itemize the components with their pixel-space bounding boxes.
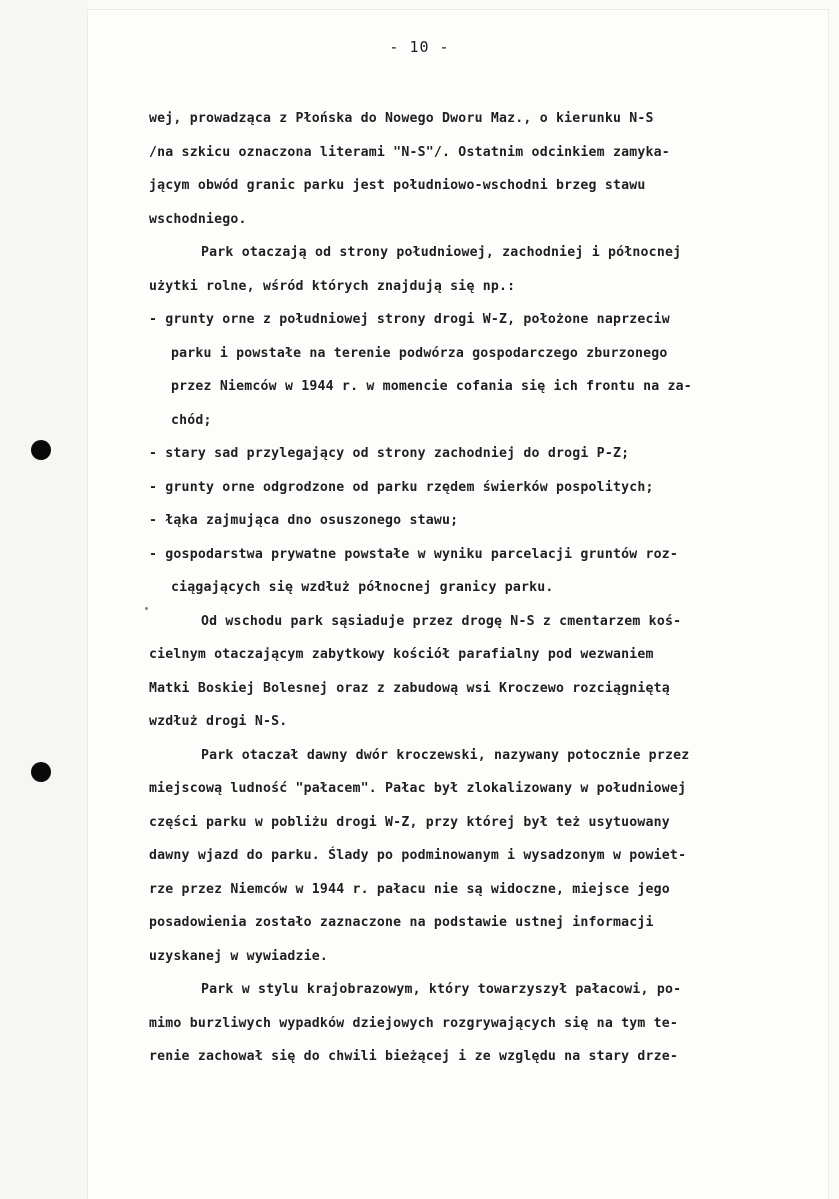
text-line: dawny wjazd do parku. Ślady po podminowanym i wysadzonym w powiet-: [149, 848, 687, 863]
paragraph-start-line: Park w stylu krajobrazowym, który towarzyszył pałacowi, po-: [201, 982, 682, 997]
paragraph-start-line: Park otaczał dawny dwór kroczewski, nazywany potocznie przez: [201, 747, 690, 763]
text-line: wschodniego.: [149, 211, 247, 227]
text-line: jącym obwód granic parku jest południowo-wschodni brzeg stawu: [149, 178, 646, 193]
text-line: renie zachował się do chwili bieżącej i ze względu na stary drze-: [149, 1049, 679, 1064]
text-line: części parku w pobliżu drogi W-Z, przy której był też usytuowany: [149, 814, 670, 830]
text-line: /na szkicu oznaczona literami "N-S"/. Ostatnim odcinkiem zamyka-: [149, 144, 670, 160]
list-item: - grunty orne z południowej strony drogi W-Z, położone naprzeciw: [149, 312, 670, 327]
punch-hole-top: [31, 440, 51, 460]
left-margin: [0, 0, 88, 1199]
paragraph-start-line: Park otaczają od strony południowej, zachodniej i północnej: [201, 245, 682, 260]
list-item: - stary sad przylegający od strony zachodniej do drogi P-Z;: [149, 446, 630, 461]
page-number: - 10 -: [389, 38, 450, 56]
text-line: posadowienia zostało zaznaczone na podstawie ustnej informacji: [149, 915, 654, 930]
list-item: - łąka zajmująca dno osuszonego stawu;: [149, 513, 459, 528]
list-item: - grunty orne odgrodzone od parku rzędem świerków pospolitych;: [149, 479, 654, 495]
punch-hole-bottom: [31, 762, 51, 782]
text-line: użytki rolne, wśród których znajdują się np.:: [149, 278, 516, 294]
text-line: rze przez Niemców w 1944 r. pałacu nie są widoczne, miejsce jego: [149, 881, 670, 897]
text-line: uzyskanej w wywiadzie.: [149, 948, 329, 964]
stray-mark: [145, 607, 148, 610]
document-body: [149, 109, 809, 1081]
list-item-continuation: parku i powstałe na terenie podwórza gospodarczego zburzonego: [171, 345, 668, 361]
list-item: - gospodarstwa prywatne powstałe w wyniku parcelacji gruntów roz-: [149, 546, 679, 562]
text-line: Matki Boskiej Bolesnej oraz z zabudową wsi Kroczewo rozciągniętą: [149, 680, 670, 696]
paragraph-start-line: Od wschodu park sąsiaduje przez drogę N-S z cmentarzem koś-: [201, 613, 682, 629]
text-line: wzdłuż drogi N-S.: [149, 714, 288, 729]
list-item-continuation: chód;: [171, 412, 212, 428]
text-line: miejscową ludność "pałacem". Pałac był zlokalizowany w południowej: [149, 781, 687, 796]
text-line: wej, prowadząca z Płońska do Nowego Dworu Maz., o kierunku N-S: [149, 111, 654, 126]
text-line: mimo burzliwych wypadków dziejowych rozgrywających się na tym te-: [149, 1015, 679, 1031]
list-item-continuation: ciągających się wzdłuż północnej granicy parku.: [171, 580, 554, 595]
list-item-continuation: przez Niemców w 1944 r. w momencie cofania się ich frontu na za-: [171, 379, 692, 394]
text-line: cielnym otaczającym zabytkowy kościół parafialny pod wezwaniem: [149, 647, 654, 662]
